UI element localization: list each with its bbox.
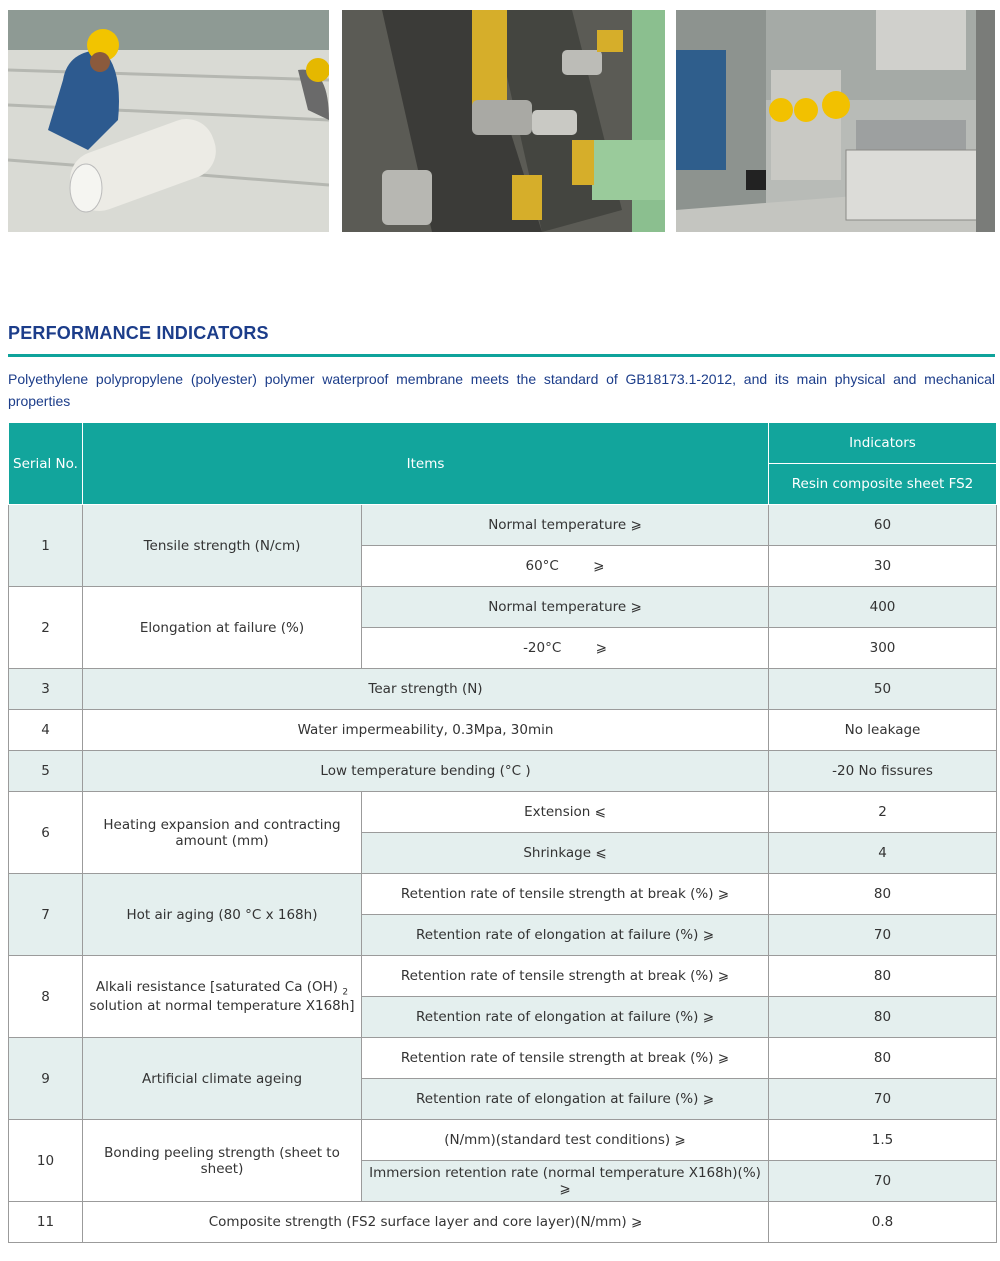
item-cell: Bonding peeling strength (sheet to sheet)	[83, 1120, 362, 1202]
photo-production-line	[676, 10, 995, 232]
serial-cell: 6	[9, 792, 83, 874]
item-cell: Artificial climate ageing	[83, 1038, 362, 1120]
value-cell: -20 No fissures	[769, 751, 997, 792]
serial-cell: 11	[9, 1202, 83, 1243]
value-cell: 300	[769, 628, 997, 669]
item-cell: Hot air aging (80 °C x 168h)	[83, 874, 362, 956]
condition-cell: Shrinkage ⩽	[362, 833, 769, 874]
serial-cell: 3	[9, 669, 83, 710]
value-cell: 80	[769, 997, 997, 1038]
condition-cell: Extension ⩽	[362, 792, 769, 833]
item-cell: Tear strength (N)	[83, 669, 769, 710]
table-row	[9, 710, 997, 751]
item-text-b: solution at normal temperature X168h]	[89, 997, 355, 1014]
table-row	[9, 1202, 997, 1243]
photo-production-rollers	[342, 10, 665, 232]
item-cell: Composite strength (FS2 surface layer and core layer)(N/mm) ⩾	[83, 1202, 769, 1243]
item-subscript: 2	[342, 987, 349, 998]
condition-cell: (N/mm)(standard test conditions) ⩾	[362, 1120, 769, 1161]
condition-cell: Normal temperature ⩾	[362, 505, 769, 546]
performance-table	[8, 422, 997, 1243]
photo-worker-laying-membrane	[8, 10, 329, 232]
item-cell	[83, 956, 362, 1038]
item-cell: Water impermeability, 0.3Mpa, 30min	[83, 710, 769, 751]
serial-cell: 9	[9, 1038, 83, 1120]
value-cell: 4	[769, 833, 997, 874]
value-cell: 80	[769, 1038, 997, 1079]
item-cell: Tensile strength (N/cm)	[83, 505, 362, 587]
table-row	[9, 956, 997, 997]
table-row	[9, 587, 997, 628]
header-items: Items	[83, 423, 769, 505]
serial-cell: 7	[9, 874, 83, 956]
condition-cell: Retention rate of elongation at failure (%) ⩾	[362, 1079, 769, 1120]
item-cell: Elongation at failure (%)	[83, 587, 362, 669]
condition-cell: 60°C ⩾	[362, 546, 769, 587]
header-indicators: Indicators	[769, 423, 997, 464]
serial-cell: 1	[9, 505, 83, 587]
serial-cell: 2	[9, 587, 83, 669]
value-cell: 2	[769, 792, 997, 833]
value-cell: 70	[769, 915, 997, 956]
condition-cell: Retention rate of tensile strength at break (%) ⩾	[362, 1038, 769, 1079]
item-cell: Low temperature bending (°C )	[83, 751, 769, 792]
value-cell: 1.5	[769, 1120, 997, 1161]
condition-cell: Immersion retention rate (normal temperature X168h)(%) ⩾	[362, 1161, 769, 1202]
section-title: PERFORMANCE INDICATORS	[8, 323, 269, 343]
value-cell: 80	[769, 874, 997, 915]
table-row	[9, 1038, 997, 1079]
value-cell: 70	[769, 1079, 997, 1120]
serial-cell: 8	[9, 956, 83, 1038]
value-cell: 0.8	[769, 1202, 997, 1243]
serial-cell: 4	[9, 710, 83, 751]
condition-cell: Retention rate of elongation at failure (%) ⩾	[362, 997, 769, 1038]
condition-cell: -20°C ⩾	[362, 628, 769, 669]
table-row	[9, 1120, 997, 1161]
item-cell: Heating expansion and contracting amount (mm)	[83, 792, 362, 874]
value-cell: 400	[769, 587, 997, 628]
table-row	[9, 792, 997, 833]
item-text-a: Alkali resistance [saturated Ca (OH)	[95, 979, 339, 996]
value-cell: 60	[769, 505, 997, 546]
value-cell: 80	[769, 956, 997, 997]
header-fs2: Resin composite sheet FS2	[769, 464, 997, 505]
condition-cell: Retention rate of tensile strength at break (%) ⩾	[362, 956, 769, 997]
value-cell: 50	[769, 669, 997, 710]
table-row	[9, 505, 997, 546]
section-intro: Polyethylene polypropylene (polyester) polymer waterproof membrane meets the standard of GB18173.1-2012, and its main physical and mechanical properties	[8, 371, 995, 409]
header-serial: Serial No.	[9, 423, 83, 505]
value-cell: 70	[769, 1161, 997, 1202]
condition-cell: Retention rate of elongation at failure (%) ⩾	[362, 915, 769, 956]
table-row	[9, 874, 997, 915]
value-cell: 30	[769, 546, 997, 587]
condition-cell: Retention rate of tensile strength at break (%) ⩾	[362, 874, 769, 915]
table-row	[9, 751, 997, 792]
table-row	[9, 669, 997, 710]
serial-cell: 10	[9, 1120, 83, 1202]
serial-cell: 5	[9, 751, 83, 792]
value-cell: No leakage	[769, 710, 997, 751]
section-divider	[8, 354, 995, 357]
condition-cell: Normal temperature ⩾	[362, 587, 769, 628]
